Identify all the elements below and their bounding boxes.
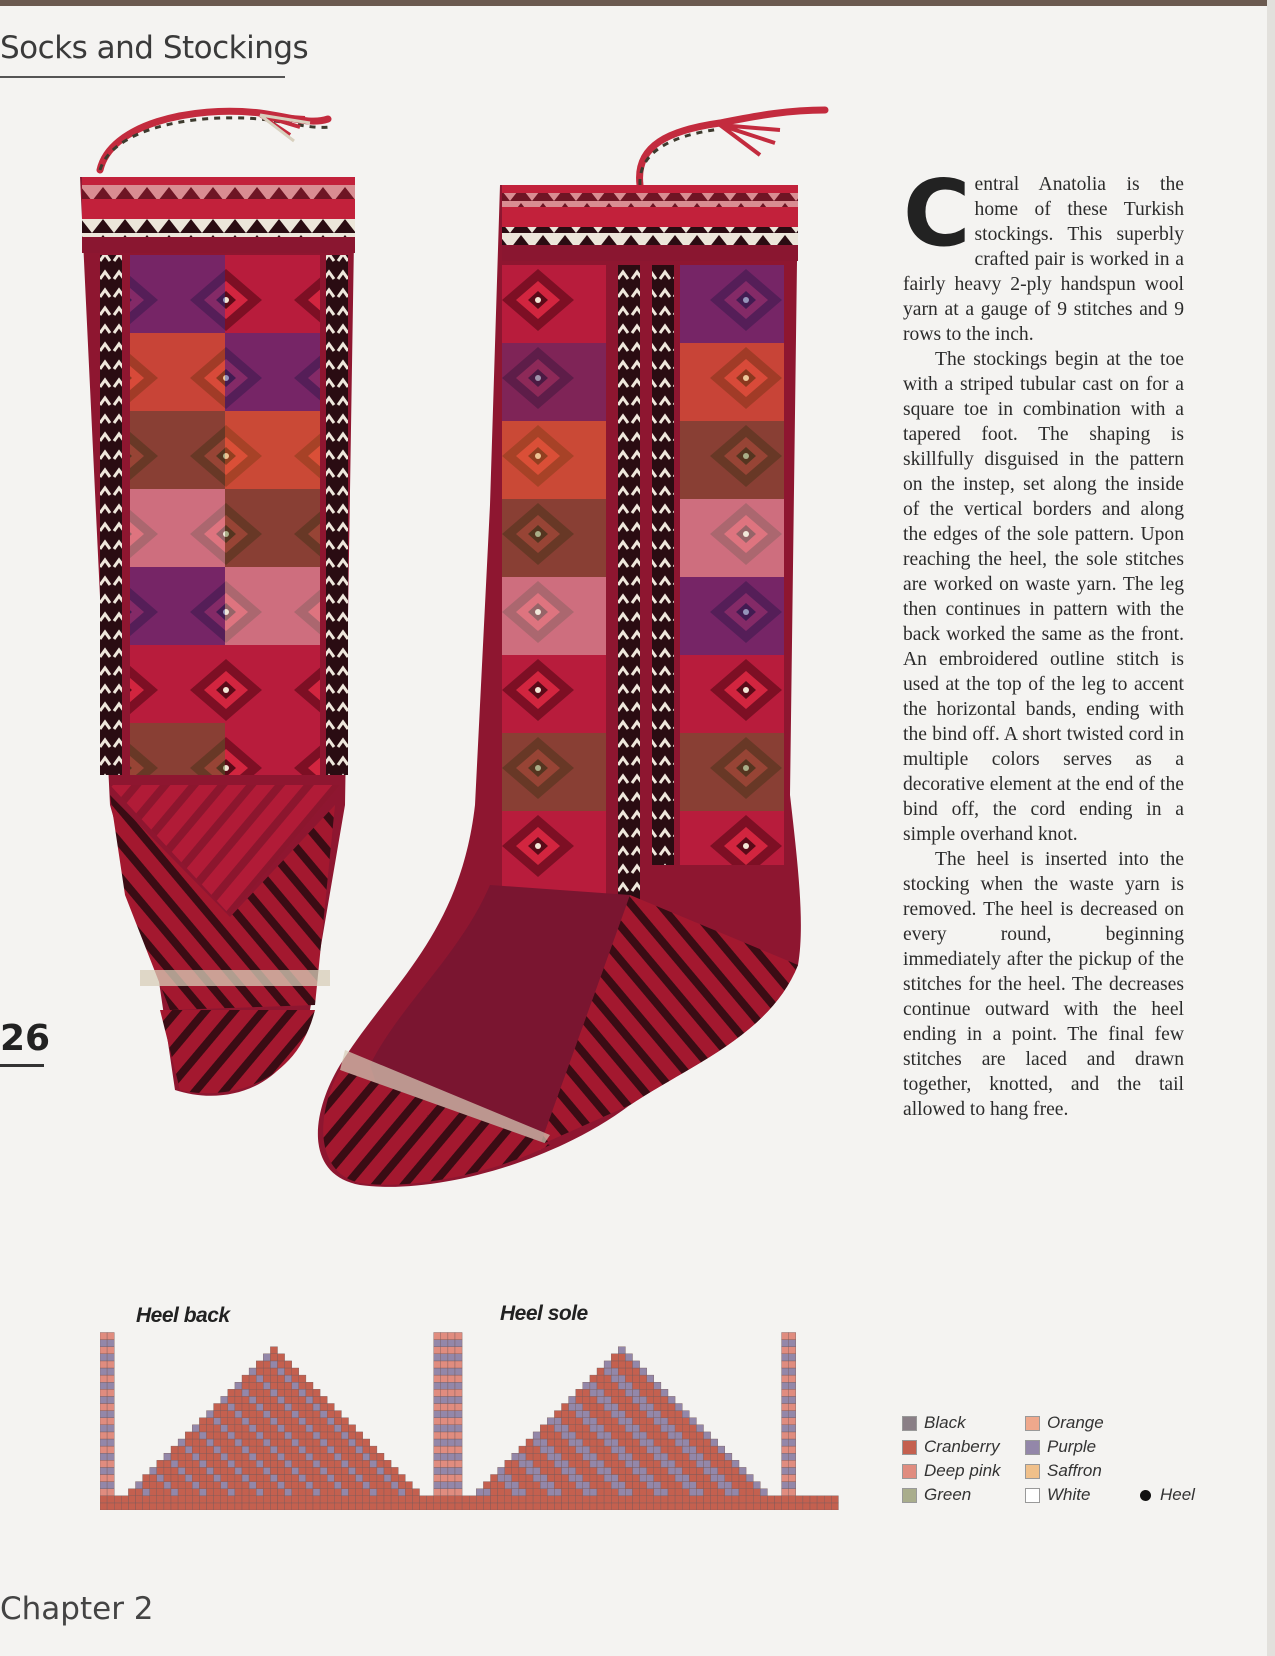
legend-label: Deep pink — [924, 1461, 1001, 1480]
paragraph-1-text: entral Anatolia is the home of these Turkish stockings. This superbly crafted pair is worked in a fairly heavy 2-ply handspun wool yarn at a gauge of 9 stitches and 9 rows to the inch. — [903, 174, 1184, 345]
legend-item-green — [902, 1485, 971, 1505]
legend-swatch — [1025, 1464, 1040, 1479]
legend-item-white — [1025, 1485, 1090, 1505]
legend-item-orange — [1025, 1413, 1104, 1433]
legend-label: Cranberry — [924, 1437, 1000, 1456]
right-stocking — [318, 185, 801, 1187]
legend-item-deep-pink — [902, 1461, 1001, 1481]
legend-label: Saffron — [1047, 1461, 1102, 1480]
legend-swatch — [902, 1416, 917, 1431]
legend-swatch — [902, 1464, 917, 1479]
heel-chart-grid — [100, 1300, 845, 1510]
legend-label: Purple — [1047, 1437, 1097, 1456]
heel-back-title: Heel back — [136, 1304, 230, 1327]
legend-item-saffron — [1025, 1461, 1102, 1481]
legend-label: Black — [924, 1413, 966, 1432]
running-title-rule — [0, 76, 285, 78]
legend-label: Heel — [1160, 1485, 1195, 1504]
heel-sole-title: Heel sole — [500, 1302, 588, 1325]
legend-swatch — [1025, 1416, 1040, 1431]
chapter-label: Chapter 2 — [0, 1591, 154, 1627]
legend-item-heel — [1140, 1485, 1195, 1505]
heel-charts — [100, 1300, 845, 1510]
paragraph-2: The stockings begin at the toe with a striped tubular cast on for a square toe in combination with a tapered foot. The shaping is skillfully disguised in the pattern on the instep, set along the inside of the vertical borders and along the edges of the sole pattern. Upon reaching the heel, the sole stitches are worked on waste yarn. The leg then continues in pattern with the back worked the same as the front. An embroidered outline stitch is used at the top of the leg to accent the horizontal bands, ending with the bind off. A short twisted cord in multiple colors serves as a decorative element at the end of the bind off, the cord ending in a simple overhand knot. — [903, 349, 1184, 845]
paragraph-3: The heel is inserted into the stocking when the waste yarn is removed. The heel is decreased on every round, beginning immediately after the pickup of the stitches for the heel. The decreases continue outward with the heel ending in a point. The final few stitches are laced and drawn together, knotted, and the tail allowed to hang free. — [903, 849, 1184, 1120]
legend-swatch — [1025, 1440, 1040, 1455]
left-stocking — [80, 177, 355, 1096]
paragraph-1 — [903, 160, 1184, 347]
legend-swatch — [1025, 1488, 1040, 1503]
legend-label: Orange — [1047, 1413, 1104, 1432]
heel-dot-icon — [1140, 1490, 1151, 1501]
drop-cap: C — [903, 160, 971, 267]
body-text — [903, 160, 1184, 1122]
legend-item-black — [902, 1413, 966, 1433]
running-title: Socks and Stockings — [0, 30, 309, 66]
legend-swatch — [902, 1488, 917, 1503]
legend-swatch — [902, 1440, 917, 1455]
stockings-photo — [70, 105, 880, 1270]
page-number-rule — [0, 1064, 44, 1067]
legend-label: Green — [924, 1485, 972, 1504]
color-legend — [902, 1413, 1202, 1513]
top-border — [0, 0, 1275, 6]
page-number: 26 — [0, 1018, 51, 1059]
legend-label: White — [1047, 1485, 1091, 1504]
page-edge — [1267, 0, 1275, 1656]
legend-item-cranberry — [902, 1437, 1000, 1457]
legend-item-purple — [1025, 1437, 1096, 1457]
